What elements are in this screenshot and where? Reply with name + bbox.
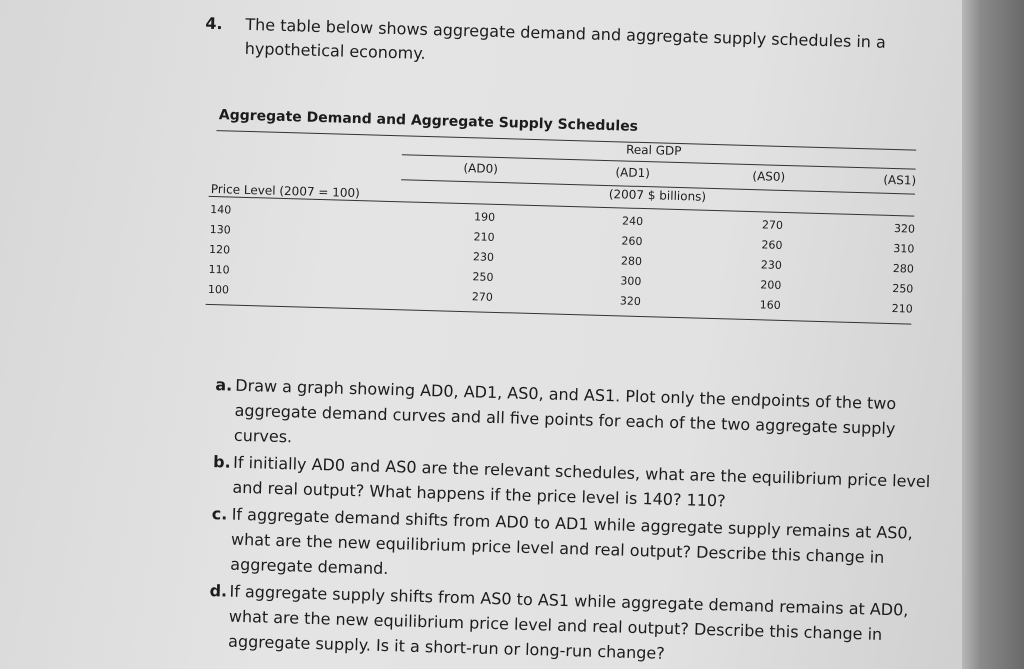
column-header-as0: (AS0) bbox=[752, 169, 786, 184]
table-cell-as1: 320 bbox=[893, 222, 916, 236]
table-bottom-rule bbox=[206, 304, 912, 325]
column-header-ad0: (AD0) bbox=[463, 161, 499, 176]
table-cell-as0: 260 bbox=[761, 238, 783, 252]
question-text: Draw a graph showing AD0, AD1, AS0, and AS1. Plot only the endpoints of the two aggregate demand curves and all five points for each of the two aggregate supply curves. bbox=[233, 375, 897, 447]
table-cell-as0: 230 bbox=[760, 258, 783, 272]
table-cell-as1: 250 bbox=[892, 282, 914, 296]
table-cell-price: 120 bbox=[208, 242, 231, 257]
column-header-as1: (AS1) bbox=[883, 172, 917, 188]
table-cell-ad0: 190 bbox=[473, 210, 496, 224]
table-cell-price: 110 bbox=[208, 262, 230, 277]
table-cell-ad0: 210 bbox=[473, 230, 495, 244]
table-cell-ad0: 250 bbox=[472, 270, 494, 284]
table-cell-price: 100 bbox=[207, 282, 230, 297]
table-cell-ad1: 300 bbox=[620, 274, 642, 289]
question-list bbox=[208, 372, 936, 669]
table-cell-ad1: 320 bbox=[619, 294, 642, 309]
table-title: Aggregate Demand and Aggregate Supply Schedules bbox=[218, 107, 639, 135]
table-cell-ad1: 260 bbox=[621, 234, 643, 249]
problem-text: The table below shows aggregate demand and aggregate supply schedules in a hypothetical economy. bbox=[244, 14, 887, 63]
table-cell-as1: 210 bbox=[891, 302, 913, 316]
header-bottom-rule bbox=[209, 196, 915, 217]
question-label: a. bbox=[215, 375, 233, 395]
table-cell-ad1: 240 bbox=[621, 214, 644, 229]
question-text: If aggregate supply shifts from AS0 to AS1 while aggregate demand remains at AD0, what are the new equilibrium price level and real output? Describe this change in aggregate supply. Is it a short-run or long-run change? bbox=[227, 581, 909, 663]
question-label: d. bbox=[209, 581, 228, 601]
table-cell-as0: 270 bbox=[761, 218, 784, 232]
question-text: If aggregate demand shifts from AD0 to AD1 while aggregate supply remains at AS0, what are the new equilibrium price level and real output? Describe this change in aggregate demand. bbox=[230, 504, 913, 579]
column-header-ad1: (AD1) bbox=[615, 165, 651, 181]
page-edge-shadow bbox=[962, 0, 1024, 669]
table-cell-ad0: 270 bbox=[471, 290, 494, 304]
price-level-header: Price Level (2007 = 100) bbox=[210, 181, 361, 201]
table-cell-price: 140 bbox=[210, 202, 232, 217]
table-cell-price: 130 bbox=[209, 222, 231, 237]
table-cell-as1: 280 bbox=[892, 262, 915, 276]
table-cell-as0: 200 bbox=[760, 278, 782, 292]
units-label: (2007 $ billions) bbox=[608, 187, 707, 204]
table-cell-as1: 310 bbox=[893, 242, 915, 256]
real-gdp-header: Real GDP bbox=[625, 142, 682, 159]
problem-number: 4. bbox=[205, 13, 223, 34]
table-top-rule bbox=[216, 130, 916, 151]
problem-intro bbox=[205, 12, 946, 63]
question-label: c. bbox=[211, 504, 228, 524]
table-cell-as0: 160 bbox=[759, 298, 781, 312]
question-text: If initially AD0 and AS0 are the relevant schedules, what are the equilibrium price level and real output? What happens if the price level is 140? 110? bbox=[232, 452, 931, 511]
table-cell-ad1: 280 bbox=[620, 254, 643, 269]
table-cell-ad0: 230 bbox=[472, 250, 495, 264]
question-label: b. bbox=[212, 452, 231, 472]
